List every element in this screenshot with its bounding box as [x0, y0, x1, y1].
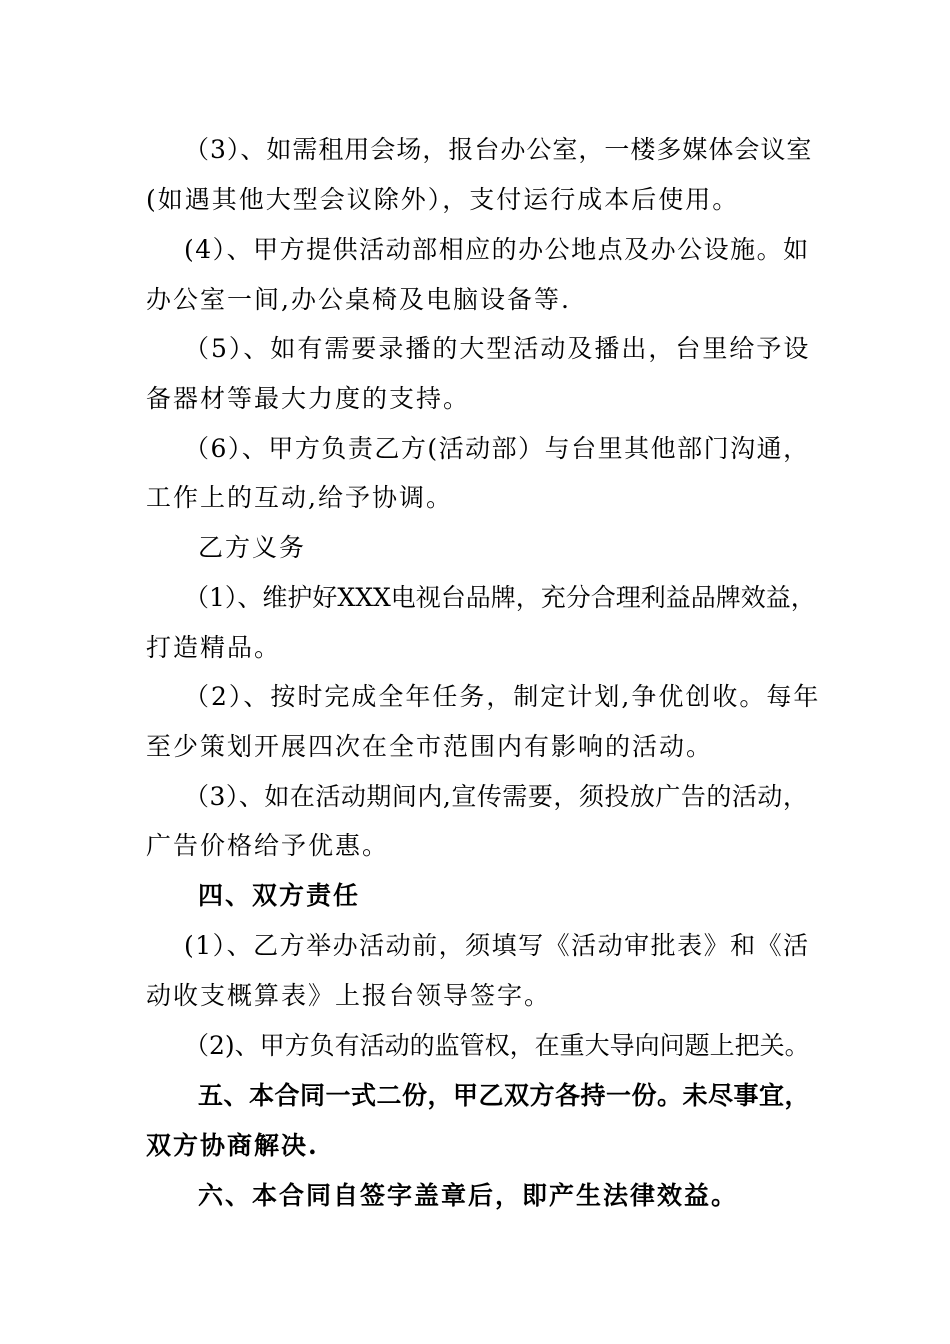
paragraph-line: （1）、维护好XXX电视台品牌，充分合理利益品牌效益， [184, 583, 816, 612]
paragraph-line: 备器材等最大力度的支持。 [146, 384, 471, 413]
paragraph-line: 工作上的互动,给予协调。 [146, 483, 453, 512]
paragraph-line: （3）、如在活动期间内,宣传需要，须投放广告的活动， [184, 782, 809, 811]
paragraph-line: （5）、如有需要录播的大型活动及播出，台里给予设 [184, 334, 811, 363]
paragraph-line: 至少策划开展四次在全市范围内有影响的活动。 [146, 732, 714, 761]
paragraph-line: （2）、按时完成全年任务，制定计划,争优创收。每年 [184, 682, 821, 711]
section-heading: 四、双方责任 [198, 881, 361, 910]
paragraph-line: （6）、甲方负责乙方(活动部）与台里其他部门沟通， [184, 434, 810, 463]
paragraph-line: （2)、甲方负有活动的监管权，在重大导向问题上把关。 [184, 1031, 810, 1060]
section-heading: 乙方义务 [198, 533, 307, 562]
paragraph-line: 双方协商解决. [146, 1131, 319, 1160]
paragraph-line: 办公室一间,办公桌椅及电脑设备等. [146, 285, 571, 314]
section-heading: 六、本合同自签字盖章后，即产生法律效益。 [198, 1181, 739, 1210]
paragraph-line: (4）、甲方提供活动部相应的办公地点及办公设施。如 [184, 235, 810, 264]
paragraph-line: (1）、乙方举办活动前，须填写《活动审批表》和《活 [184, 931, 810, 960]
paragraph-line: 动收支概算表》上报台领导签字。 [146, 981, 552, 1010]
paragraph-line: 打造精品。 [146, 633, 282, 662]
paragraph-line: (如遇其他大型会议除外），支付运行成本后使用。 [146, 185, 740, 214]
section-heading: 五、本合同一式二份，甲乙双方各持一份。未尽事宜， [198, 1081, 811, 1110]
paragraph-line: 广告价格给予优惠。 [146, 831, 390, 860]
paragraph-line: （3）、如需租用会场，报台办公室，一楼多媒体会议室 [184, 135, 813, 164]
